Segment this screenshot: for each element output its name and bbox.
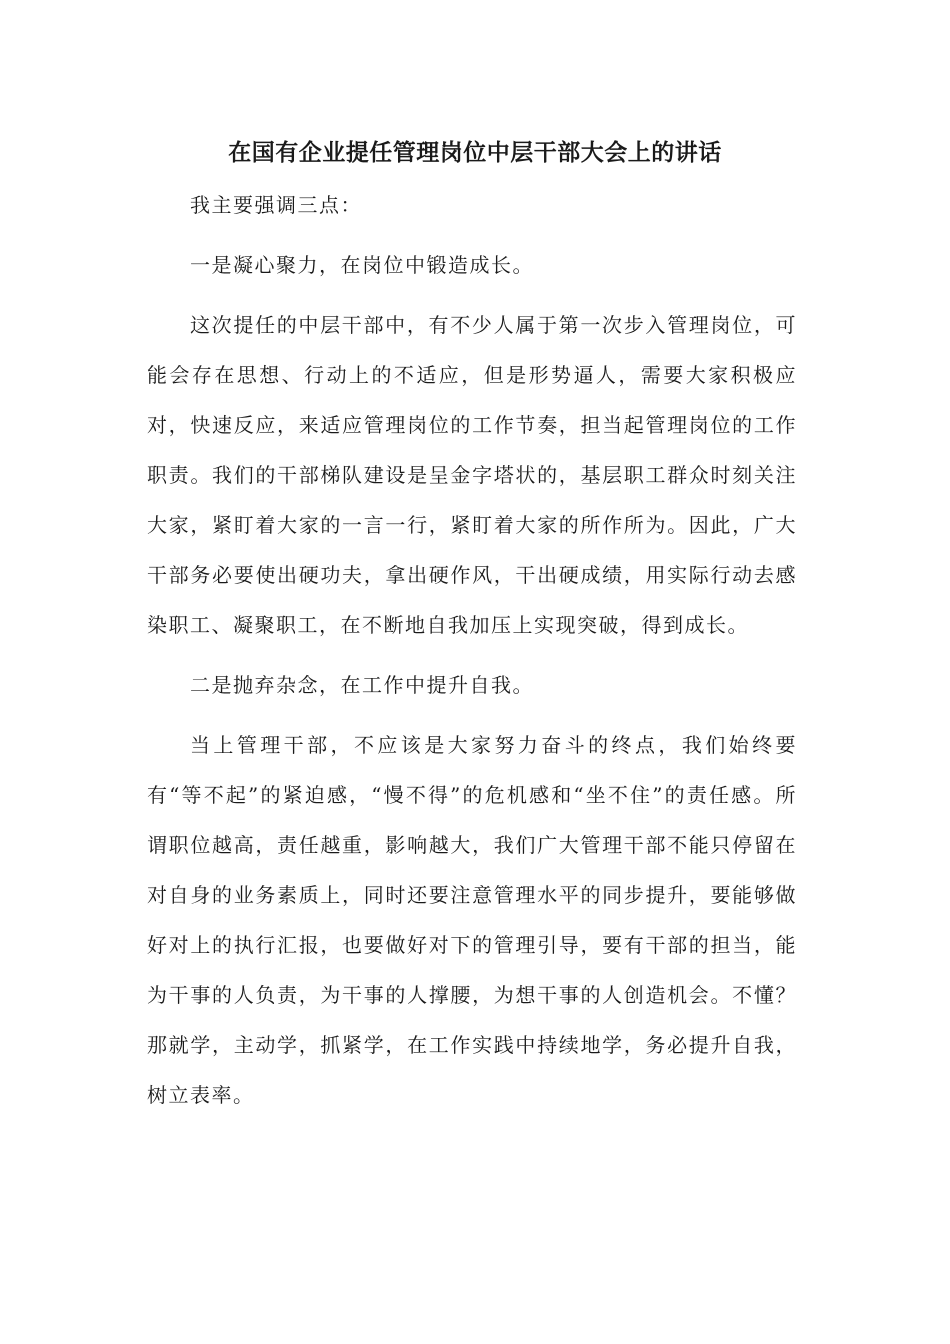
document-body bbox=[147, 170, 797, 1120]
point-one-heading: 一是凝心聚力，在岗位中锻造成长。 bbox=[190, 253, 534, 277]
point-one-paragraph: 这次提任的中层干部中，有不少人属于第一次步入管理岗位，可能会存在思想、行动上的不适应，但是形势逼人，需要大家积极应对，快速反应，来适应管理岗位的工作节奏，担当起管理岗位的工作职责。我们的干部梯队建设是呈金字塔状的，基层职工群众时刻关注大家，紧盯着大家的一言一行，紧盯着大家的所作所为。因此，广大干部务必要使出硬功夫，拿出硬作风，干出硬成绩，用实际行动去感染职工、凝聚职工，在不断地自我加压上实现突破，得到成长。 bbox=[147, 313, 797, 637]
intro-paragraph: 我主要强调三点： bbox=[190, 193, 362, 217]
document-title: 在国有企业提任管理岗位中层干部大会上的讲话 bbox=[228, 140, 722, 166]
point-two-paragraph: 当上管理干部，不应该是大家努力奋斗的终点，我们始终要有“等不起”的紧迫感，“慢不得”的危机感和“坐不住”的责任感。所谓职位越高，责任越重，影响越大，我们广大管理干部不能只停留在对自身的业务素质上，同时还要注意管理水平的同步提升，要能够做好对上的执行汇报，也要做好对下的管理引导，要有干部的担当，能为干事的人负责，为干事的人撑腰，为想干事的人创造机会。不懂？那就学，主动学，抓紧学，在工作实践中持续地学，务必提升自我，树立表率。 bbox=[147, 733, 797, 1107]
point-two-heading: 二是抛弃杂念，在工作中提升自我。 bbox=[190, 673, 534, 697]
